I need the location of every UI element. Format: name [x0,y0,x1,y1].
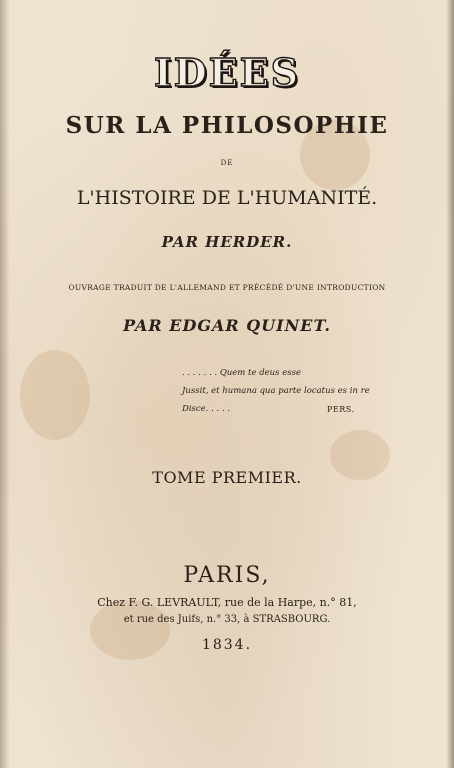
imprint-year: 1834. [201,637,253,653]
book-subject: L'HISTOIRE DE L'HUMANITÉ. [76,187,378,209]
imprint-publisher: Chez F. G. LEVRAULT, rue de la Harpe, n.° 81, [97,596,357,609]
epigraph-line-3: Disce. . . . . [182,404,231,414]
title-connector: DE [220,159,234,167]
translation-note: OUVRAGE TRADUIT DE L'ALLEMAND ET PRÉCÉDÉ D'UNE INTRODUCTION [68,283,386,292]
imprint-address: et rue des Juifs, n.° 33, à STRASBOURG. [123,614,331,625]
epigraph-source: PERS. [327,405,355,414]
author-line: PAR HERDER. [161,233,293,251]
volume-label: TOME PREMIER. [152,468,302,487]
epigraph-line-2: Jussit, et humana qua parte locatus es in re [182,386,370,396]
translator-line: PAR EDGAR QUINET. [123,316,331,335]
imprint-city: PARIS, [183,563,271,588]
epigraph-line-1: . . . . . . . Quem te deus esse [182,368,302,378]
book-subtitle: SUR LA PHILOSOPHIE [65,112,389,139]
paper-stain [20,350,90,440]
book-title: IDÉES [153,50,301,95]
